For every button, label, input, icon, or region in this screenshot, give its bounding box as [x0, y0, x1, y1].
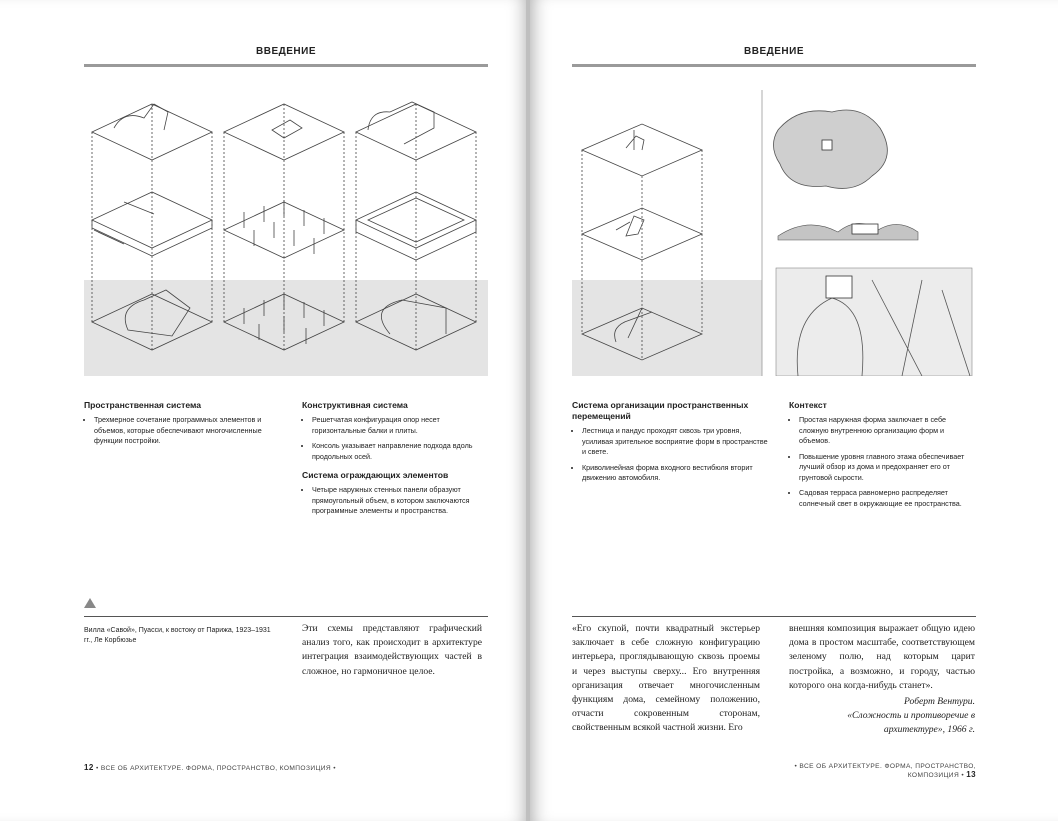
left-page: [0, 0, 528, 821]
bullet-item: • Решетчатая конфигурация опор несет горизонтальные балки и плиты.: [312, 415, 488, 436]
page-number: 13: [966, 770, 976, 779]
ground-plane-hatch: [572, 280, 762, 376]
body-text: Эти схемы представляют графический анализ того, как происходит в архитектуре интеграция взаимодействующих частей в сложное, но гармоничное целое.: [302, 623, 482, 677]
elevation-sketch: [778, 223, 918, 240]
column-structural-system: [302, 400, 488, 522]
caption-rule: [84, 616, 488, 617]
circulation-and-context-figures: [572, 90, 976, 376]
column-title: Конструктивная система: [302, 400, 408, 410]
running-head: ВВЕДЕНИЕ: [256, 46, 316, 57]
bullet-item: • Трехмерное сочетание программных элементов и объемов, которые обеспечивают многочисленные функции постройки.: [94, 415, 274, 447]
column-title: Контекст: [789, 400, 827, 410]
figure-caption: Вилла «Савой», Пуасси, к востоку от Парижа, 1923–1931 гг., Ле Корбюзье: [84, 627, 271, 644]
bullet-item: • Садовая терраса равномерно распределяет солнечный свет в окружающие ее пространства.: [799, 488, 976, 509]
quote-column-1: «Его скупой, почти квадратный экстерьер заключает в себе сложную конфигурацию интерьера, проглядывающую сквозь проемы и через выступы сверху... Его внутренняя организация отвечает многочисленным функциям дома, семейному положению, отчасти сокровенным сторонам, свойственным всякой частной жизни. Его: [572, 623, 760, 734]
folio: [770, 763, 976, 779]
header-rule: [84, 64, 488, 67]
column-spatial-system: [84, 400, 274, 452]
quote-column-2: внешняя композиция выражает общую идею дома в простом масштабе, соответствующем зеленому полю, над которым царит постройка, а возможно, и городу, частью которого она когда-нибудь станет».: [789, 623, 975, 691]
folio-title: • ВСЕ ОБ АРХИТЕКТУРЕ. ФОРМА, ПРОСТРАНСТВО, КОМПОЗИЦИЯ •: [95, 765, 336, 772]
header-rule: [572, 64, 976, 67]
quote-attribution: [789, 695, 975, 738]
bullet-item: • Криволинейная форма входного вестибюля вторит движению автомобиля.: [582, 463, 768, 484]
folio: [84, 763, 336, 772]
ground-plane-hatch: [84, 280, 488, 376]
quote-rule: [572, 616, 976, 617]
column-context: [789, 400, 976, 514]
column-title: Пространственная система: [84, 400, 202, 410]
triangle-marker-icon: [84, 598, 96, 608]
column-title: Система организации пространственных перемещений: [572, 400, 749, 421]
column-title: Система ограждающих элементов: [302, 470, 449, 480]
context-sketches: [773, 110, 972, 376]
bullet-item: • Повышение уровня главного этажа обеспечивает лучший обзор из дома и предохраняет его от грунтовой сырости.: [799, 452, 976, 484]
right-page: [530, 0, 1058, 821]
attribution-work: «Сложность и противоречие в архитектуре», 1966 г.: [847, 710, 975, 736]
axonometric-diagrams: [84, 90, 488, 376]
bullet-item: • Четыре наружных стенных панели образуют прямоугольный объем, в котором заключаются программные элементы и пространства.: [312, 485, 488, 517]
running-head: ВВЕДЕНИЕ: [744, 46, 804, 57]
page-number: 12: [84, 763, 94, 772]
bullet-item: • Лестница и пандус проходят сквозь три уровня, усиливая зрительное восприятие форм в пространстве и свете.: [582, 426, 768, 458]
folio-title: • ВСЕ ОБ АРХИТЕКТУРЕ. ФОРМА, ПРОСТРАНСТВО, КОМПОЗИЦИЯ •: [794, 763, 976, 779]
bullet-item: • Консоль указывает направление подхода вдоль продольных осей.: [312, 441, 488, 462]
column-circulation-system: [572, 400, 768, 489]
attribution-author: Роберт Вентури.: [904, 696, 975, 707]
bullet-item: • Простая наружная форма заключает в себе сложную внутреннюю организацию форм и объемов.: [799, 415, 976, 447]
